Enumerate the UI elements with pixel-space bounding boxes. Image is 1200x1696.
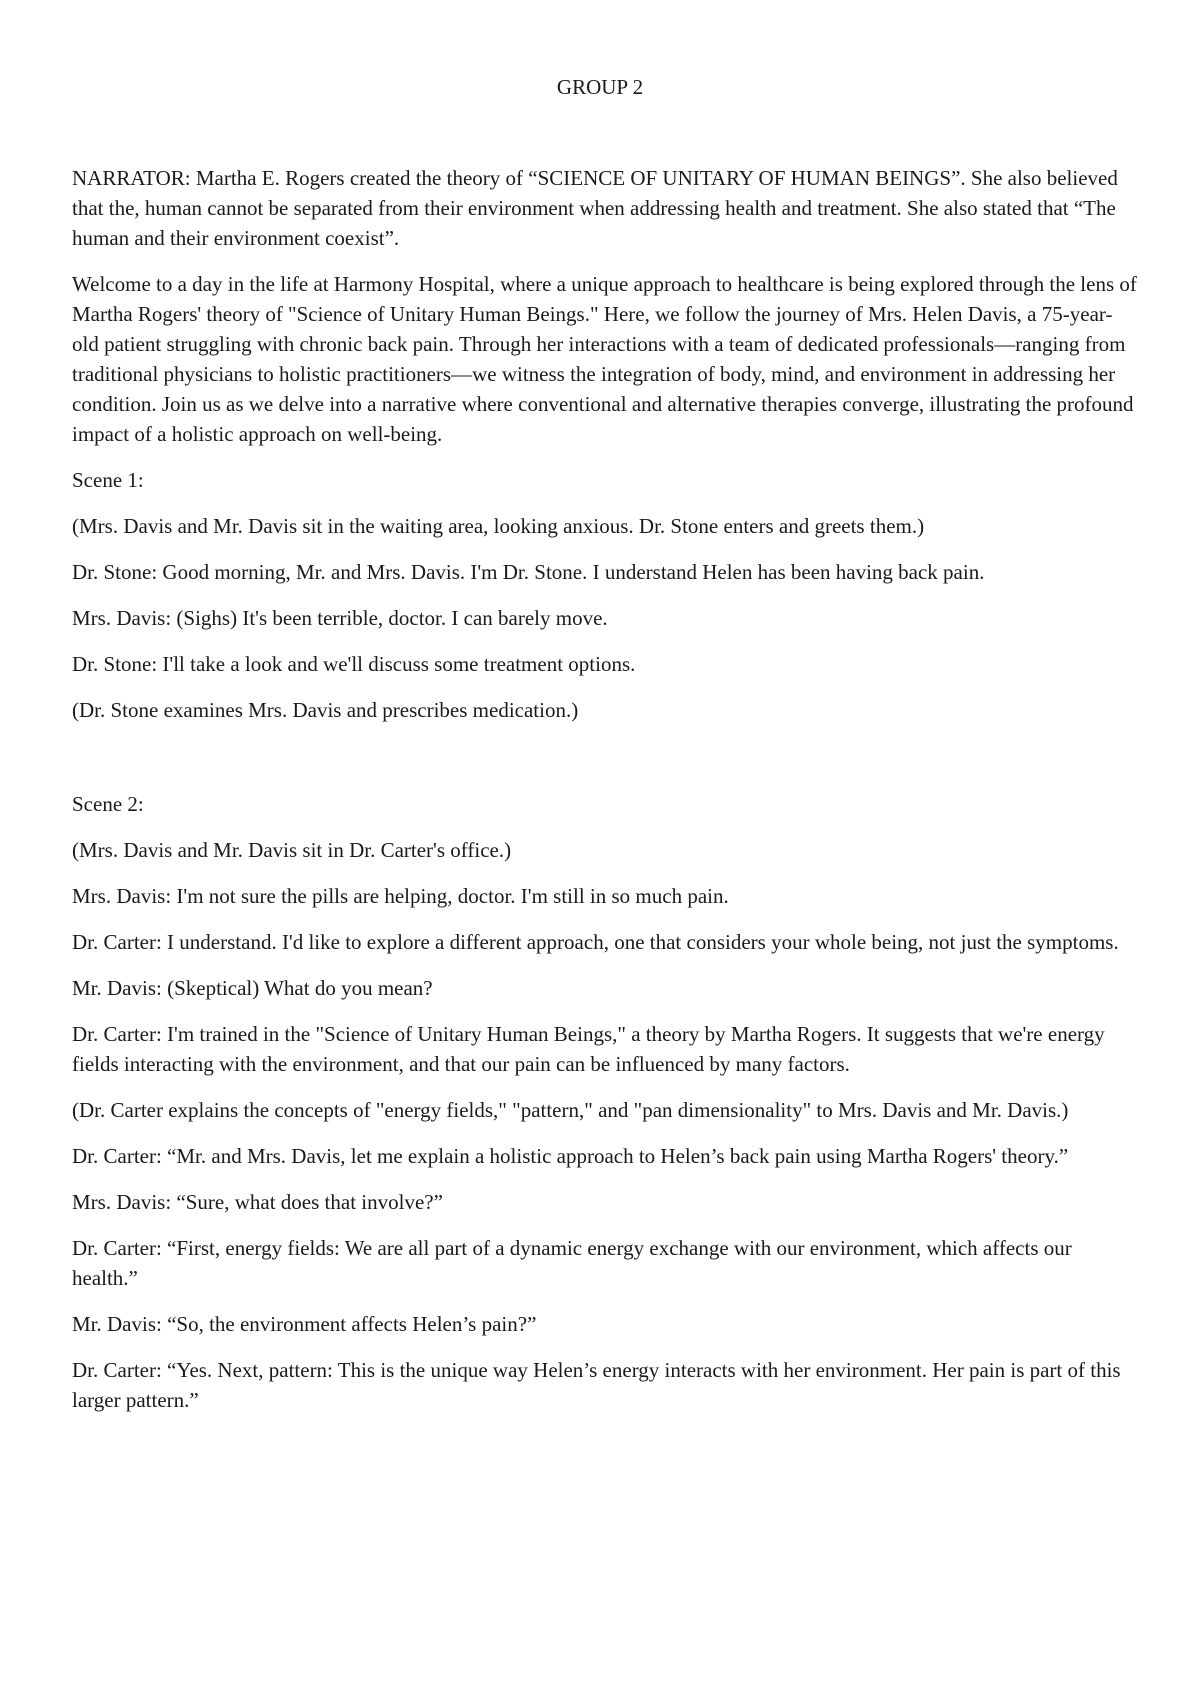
scene-2-line: Mrs. Davis: “Sure, what does that involve?”	[72, 1190, 443, 1214]
scene-spacer	[72, 741, 1138, 789]
narrator-paragraph: NARRATOR: Martha E. Rogers created the theory of “SCIENCE OF UNITARY OF HUMAN BEINGS”. She also believed that the, human cannot be separated from their environment when addressing health and treatment. She also stated that “The human and their environment coexist”.	[72, 166, 1118, 250]
scene-2-line: Dr. Carter: “Yes. Next, pattern: This is the unique way Helen’s energy interacts with her environment. Her pain is part of this larger pattern.”	[72, 1358, 1121, 1412]
scene-2-line: (Dr. Carter explains the concepts of "energy fields," "pattern," and "pan dimensionality" to Mrs. Davis and Mr. Davis.)	[72, 1098, 1069, 1122]
scene-2-line: Mr. Davis: (Skeptical) What do you mean?	[72, 976, 433, 1000]
scene-2-line: Mrs. Davis: I'm not sure the pills are helping, doctor. I'm still in so much pain.	[72, 884, 729, 908]
scene-1-line: Dr. Stone: Good morning, Mr. and Mrs. Davis. I'm Dr. Stone. I understand Helen has been having back pain.	[72, 560, 985, 584]
scene-1-line: (Dr. Stone examines Mrs. Davis and prescribes medication.)	[72, 698, 579, 722]
scene-2-line: (Mrs. Davis and Mr. Davis sit in Dr. Carter's office.)	[72, 838, 512, 862]
scene-1-heading: Scene 1:	[72, 468, 144, 492]
scene-1-line: Dr. Stone: I'll take a look and we'll discuss some treatment options.	[72, 652, 636, 676]
scene-2-line: Dr. Carter: “First, energy fields: We are all part of a dynamic energy exchange with our environment, which affects our health.”	[72, 1236, 1072, 1290]
scene-2-line: Dr. Carter: I understand. I'd like to explore a different approach, one that considers your whole being, not just the symptoms.	[72, 930, 1119, 954]
scene-1-line: (Mrs. Davis and Mr. Davis sit in the waiting area, looking anxious. Dr. Stone enters and greets them.)	[72, 514, 925, 538]
document-title: GROUP 2	[556, 75, 644, 99]
scene-2-line: Dr. Carter: I'm trained in the "Science of Unitary Human Beings," a theory by Martha Rogers. It suggests that we're energy fields interacting with the environment, and that our pain can be influenced by many factors.	[72, 1022, 1105, 1076]
document-body	[72, 163, 1138, 1431]
scene-1-line: Mrs. Davis: (Sighs) It's been terrible, doctor. I can barely move.	[72, 606, 608, 630]
scene-2-line: Dr. Carter: “Mr. and Mrs. Davis, let me explain a holistic approach to Helen’s back pain using Martha Rogers' theory.”	[72, 1144, 1069, 1168]
intro-paragraph: Welcome to a day in the life at Harmony Hospital, where a unique approach to healthcare is being explored through the lens of Martha Rogers' theory of "Science of Unitary Human Beings." Here, we follow the journey of Mrs. Helen Davis, a 75-year-old patient struggling with chronic back pain. Through her interactions with a team of dedicated professionals—ranging from traditional physicians to holistic practitioners—we witness the integration of body, mind, and environment in addressing her condition. Join us as we delve into a narrative where conventional and alternative therapies converge, illustrating the profound impact of a holistic approach on well-being.	[72, 272, 1137, 446]
scene-2-heading: Scene 2:	[72, 792, 144, 816]
scene-2-line: Mr. Davis: “So, the environment affects Helen’s pain?”	[72, 1312, 537, 1336]
